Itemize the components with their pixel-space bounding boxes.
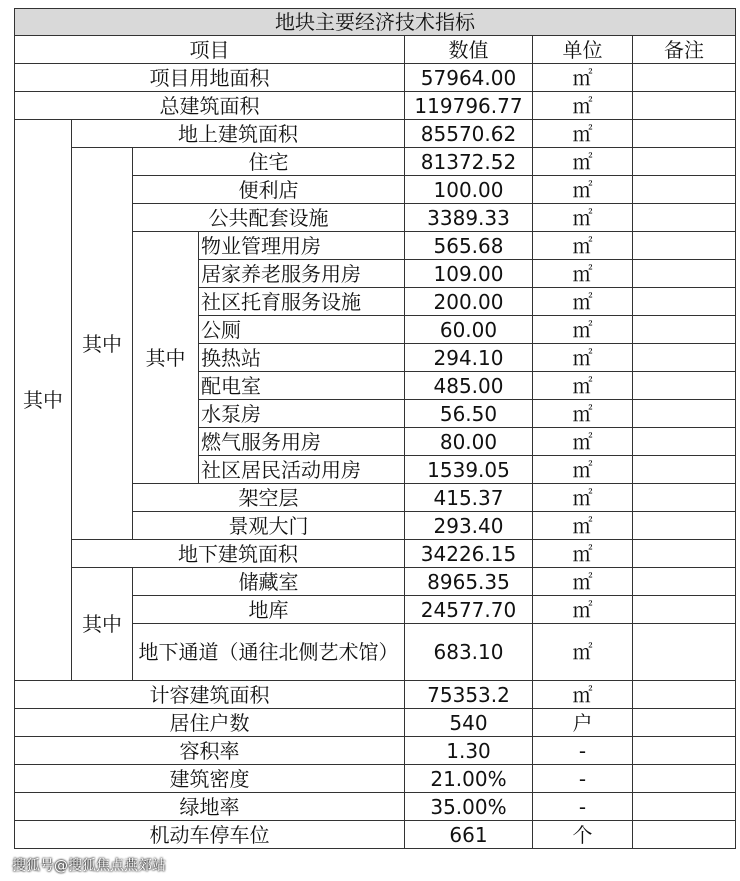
row-label: 换热站 [199, 344, 405, 372]
row-note [633, 596, 736, 624]
row-value: 34226.15 [405, 540, 533, 568]
row-unit: ㎡ [533, 596, 633, 624]
row-label: 地库 [133, 596, 405, 624]
row-label: 燃气服务用房 [199, 428, 405, 456]
group-label-below: 其中 [72, 568, 133, 681]
row-note [633, 624, 736, 681]
row-unit: ㎡ [533, 64, 633, 92]
row-note [633, 288, 736, 316]
row-value: 85570.62 [405, 120, 533, 148]
row-note [633, 92, 736, 120]
row-label: 地下建筑面积 [72, 540, 405, 568]
row-label: 项目用地面积 [15, 64, 405, 92]
row-value: 57964.00 [405, 64, 533, 92]
row-value: 293.40 [405, 512, 533, 540]
row-label: 地上建筑面积 [72, 120, 405, 148]
row-unit: ㎡ [533, 372, 633, 400]
row-unit: ㎡ [533, 316, 633, 344]
row-value: 60.00 [405, 316, 533, 344]
row-unit: ㎡ [533, 624, 633, 681]
row-note [633, 372, 736, 400]
row-note [633, 176, 736, 204]
row-unit: ㎡ [533, 456, 633, 484]
row-note [633, 316, 736, 344]
row-value: 415.37 [405, 484, 533, 512]
row-label: 储藏室 [133, 568, 405, 596]
row-value: 24577.70 [405, 596, 533, 624]
row-label: 总建筑面积 [15, 92, 405, 120]
row-unit: ㎡ [533, 512, 633, 540]
row-note [633, 709, 736, 737]
row-label: 景观大门 [133, 512, 405, 540]
row-label: 物业管理用房 [199, 232, 405, 260]
row-label: 公厕 [199, 316, 405, 344]
row-value: 661 [405, 821, 533, 849]
row-note [633, 568, 736, 596]
row-value: 56.50 [405, 400, 533, 428]
row-value: 109.00 [405, 260, 533, 288]
row-label: 计容建筑面积 [15, 681, 405, 709]
row-value: 75353.2 [405, 681, 533, 709]
row-unit: ㎡ [533, 260, 633, 288]
row-note [633, 821, 736, 849]
row-label: 社区托育服务设施 [199, 288, 405, 316]
row-value: 1.30 [405, 737, 533, 765]
row-label: 公共配套设施 [133, 204, 405, 232]
row-unit: ㎡ [533, 428, 633, 456]
row-value: 3389.33 [405, 204, 533, 232]
row-label: 绿地率 [15, 793, 405, 821]
row-label: 地下通道（通往北侧艺术馆） [133, 624, 405, 681]
row-label: 配电室 [199, 372, 405, 400]
group-label-above: 其中 [72, 148, 133, 540]
row-label: 便利店 [133, 176, 405, 204]
row-note [633, 428, 736, 456]
row-label: 居住户数 [15, 709, 405, 737]
row-value: 80.00 [405, 428, 533, 456]
table-title: 地块主要经济技术指标 [15, 9, 736, 36]
row-value: 21.00% [405, 765, 533, 793]
row-note [633, 148, 736, 176]
row-unit: ㎡ [533, 484, 633, 512]
row-label: 居家养老服务用房 [199, 260, 405, 288]
row-unit: ㎡ [533, 176, 633, 204]
row-unit: ㎡ [533, 288, 633, 316]
row-note [633, 540, 736, 568]
row-unit: - [533, 737, 633, 765]
row-note [633, 512, 736, 540]
row-note [633, 681, 736, 709]
header-item: 项目 [15, 36, 405, 64]
row-value: 35.00% [405, 793, 533, 821]
row-value: 200.00 [405, 288, 533, 316]
row-note [633, 456, 736, 484]
row-value: 294.10 [405, 344, 533, 372]
row-note [633, 737, 736, 765]
row-note [633, 232, 736, 260]
row-label: 架空层 [133, 484, 405, 512]
row-label: 水泵房 [199, 400, 405, 428]
row-value: 1539.05 [405, 456, 533, 484]
row-unit: ㎡ [533, 92, 633, 120]
row-unit: 户 [533, 709, 633, 737]
row-note [633, 400, 736, 428]
row-unit: ㎡ [533, 148, 633, 176]
row-value: 540 [405, 709, 533, 737]
row-note [633, 64, 736, 92]
row-unit: - [533, 793, 633, 821]
row-unit: ㎡ [533, 540, 633, 568]
row-note [633, 484, 736, 512]
row-value: 485.00 [405, 372, 533, 400]
row-unit: 个 [533, 821, 633, 849]
row-label: 建筑密度 [15, 765, 405, 793]
row-unit: ㎡ [533, 232, 633, 260]
economic-indicators-table [14, 8, 736, 849]
row-label: 社区居民活动用房 [199, 456, 405, 484]
row-note [633, 344, 736, 372]
row-unit: ㎡ [533, 344, 633, 372]
row-value: 683.10 [405, 624, 533, 681]
row-value: 8965.35 [405, 568, 533, 596]
watermark: 搜狐号@搜狐焦点燕郊站 [12, 858, 166, 874]
row-label: 容积率 [15, 737, 405, 765]
row-unit: ㎡ [533, 400, 633, 428]
row-note [633, 793, 736, 821]
row-value: 81372.52 [405, 148, 533, 176]
row-unit: ㎡ [533, 568, 633, 596]
header-note: 备注 [633, 36, 736, 64]
row-label: 住宅 [133, 148, 405, 176]
header-value: 数值 [405, 36, 533, 64]
row-value: 100.00 [405, 176, 533, 204]
group-label-facilities: 其中 [133, 232, 199, 484]
row-unit: ㎡ [533, 681, 633, 709]
row-unit: - [533, 765, 633, 793]
row-note [633, 120, 736, 148]
row-note [633, 260, 736, 288]
row-note [633, 765, 736, 793]
row-unit: ㎡ [533, 204, 633, 232]
header-unit: 单位 [533, 36, 633, 64]
row-unit: ㎡ [533, 120, 633, 148]
row-value: 565.68 [405, 232, 533, 260]
row-value: 119796.77 [405, 92, 533, 120]
group-label-outer: 其中 [15, 120, 72, 681]
row-label: 机动车停车位 [15, 821, 405, 849]
row-note [633, 204, 736, 232]
